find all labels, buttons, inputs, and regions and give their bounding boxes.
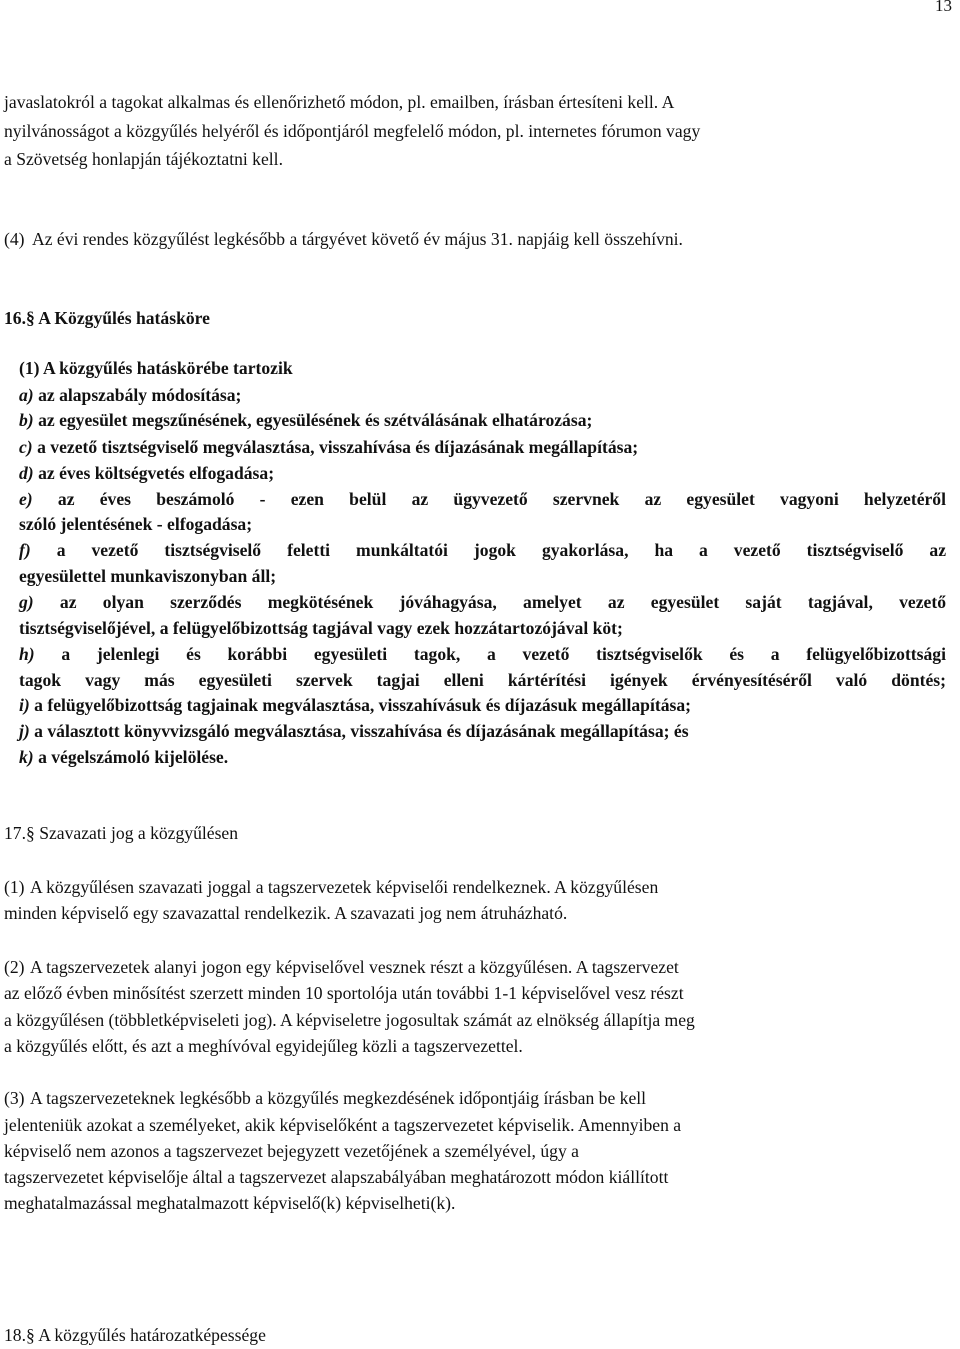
section-sign: § [26, 308, 35, 328]
s17-paragraph-2-cont: a közgyűlésen (többletképviseleti jog). A képviseletre jogosultak számát az elnökség állapítja meg [4, 1010, 695, 1030]
list-item-i [19, 695, 946, 715]
section-16-heading [4, 308, 210, 328]
list-item-e-cont: szóló jelentésének - elfogadása; [19, 514, 253, 534]
s17-paragraph-1-cont: minden képviselő egy szavazattal rendelkezik. A szavazati jog nem átruházható. [4, 903, 568, 923]
list-item-h [19, 644, 946, 664]
item-text: a vezető tisztségviselő feletti munkáltatói jogok gyakorlása, ha a vezető tisztségviselő az [56, 540, 947, 560]
paragraph-text: A tagszervezetek alanyi jogon egy képviselővel vesznek részt a közgyűlésen. A tagszervezet [30, 957, 679, 977]
list-item-b [19, 410, 946, 430]
item-label: k) [19, 747, 34, 767]
s17-paragraph-2 [4, 957, 679, 977]
section-number: 17. [4, 823, 26, 843]
paragraph-4 [4, 229, 683, 249]
paragraph-text: A közgyűlésen szavazati joggal a tagszervezetek képviselői rendelkeznek. A közgyűlésen [30, 877, 659, 897]
paragraph-number: (4) [4, 229, 25, 249]
list-item-h-cont: tagok vagy más egyesületi szervek tagjai elleni kártérítési igények érvényesítéséről való döntés; [19, 670, 946, 690]
item-text: az éves költségvetés elfogadása; [38, 463, 275, 483]
item-text: a vezető tisztségviselő megválasztása, visszahívása és díjazásának megállapítása; [37, 437, 639, 457]
intro-line: a Szövetség honlapján tájékoztatni kell. [4, 149, 283, 169]
item-text: a végelszámoló kijelölése. [38, 747, 229, 767]
s17-paragraph-2-cont: az előző évben minősítést szerzett minden 10 sportolója után további 1-1 képviselővel vesz részt [4, 983, 684, 1003]
item-text: az alapszabály módosítása; [38, 385, 242, 405]
section-17-heading [4, 823, 238, 843]
item-label: a) [19, 385, 34, 405]
s17-paragraph-3-cont: meghatalmazással meghatalmazott képviselő(k) képviselheti(k). [4, 1193, 456, 1213]
paragraph-text: Az évi rendes közgyűlést legkésőbb a tárgyévet követő év május 31. napjáig kell összehívni. [32, 229, 683, 249]
item-label: h) [19, 644, 35, 664]
list-item-j [19, 721, 946, 741]
paragraph-text: A tagszervezeteknek legkésőbb a közgyűlés megkezdésének időpontjáig írásban be kell [30, 1088, 647, 1108]
section-title: A Közgyűlés hatásköre [38, 308, 210, 328]
section-sign: § [26, 1325, 35, 1345]
s17-paragraph-3-cont: tagszervezetet képviselője által a tagszervezet alapszabályában meghatározott módon kiállított [4, 1167, 669, 1187]
intro-line: nyilvánosságot a közgyűlés helyéről és időpontjáról megfelelő módon, pl. internetes fórumon vagy [4, 121, 701, 141]
s17-paragraph-3-cont: jelenteniük azokat a személyeket, akik képviselőként a tagszervezetet képviselik. Amennyiben a [4, 1115, 682, 1135]
lead-line: (1) A közgyűlés hatáskörébe tartozik [19, 358, 293, 378]
item-label: j) [19, 721, 30, 741]
s17-paragraph-1 [4, 877, 658, 897]
list-item-f [19, 540, 946, 560]
list-item-e [19, 489, 946, 509]
item-label: g) [19, 592, 34, 612]
list-item-f-cont: egyesülettel munkaviszonyban áll; [19, 566, 277, 586]
item-text: az olyan szerződés megkötésének jóváhagyása, amelyet az egyesület saját tagjával, vezető [59, 592, 946, 612]
list-item-g [19, 592, 946, 612]
item-label: f) [19, 540, 31, 560]
list-item-g-cont: tisztségviselőjével, a felügyelőbizottság tagjával vagy ezek hozzátartozójával köt; [19, 618, 623, 638]
s17-paragraph-2-cont: a közgyűlés előtt, és azt a meghívóval egyidejűleg közli a tagszervezettel. [4, 1036, 523, 1056]
item-label: i) [19, 695, 30, 715]
section-18-heading [4, 1325, 266, 1345]
paragraph-number: (2) [4, 957, 25, 977]
item-text: a jelenlegi és korábbi egyesületi tagok, a vezető tisztségviselők és a felügyelőbizottsági [61, 644, 946, 664]
section-sign: § [26, 823, 35, 843]
section-number: 18. [4, 1325, 26, 1345]
paragraph-number: (3) [4, 1088, 25, 1108]
paragraph-number: (1) [4, 877, 25, 897]
item-text: az éves beszámoló - ezen belül az ügyvezető szervnek az egyesület vagyoni helyzetéről [57, 489, 946, 509]
item-text: az egyesület megszűnésének, egyesülésének és szétválásának elhatározása; [38, 410, 593, 430]
intro-line: javaslatokról a tagokat alkalmas és ellenőrizhető módon, pl. emailben, írásban értesíteni kell. A [4, 92, 675, 112]
item-label: c) [19, 437, 33, 457]
item-label: d) [19, 463, 34, 483]
item-label: b) [19, 410, 34, 430]
list-item-k [19, 747, 946, 767]
page-number: 13 [935, 0, 952, 15]
list-item-c [19, 437, 946, 457]
list-item-d [19, 463, 946, 483]
item-text: a felügyelőbizottság tagjainak megválasztása, visszahívásuk és díjazásuk megállapítása; [34, 695, 692, 715]
list-item-a [19, 385, 946, 405]
s17-paragraph-3 [4, 1088, 646, 1108]
s17-paragraph-3-cont: képviselő nem azonos a tagszervezet bejegyzett vezetőjének a személyével, úgy a [4, 1141, 579, 1161]
section-number: 16. [4, 308, 26, 328]
item-label: e) [19, 489, 33, 509]
item-text: a választott könyvvizsgáló megválasztása, visszahívása és díjazásának megállapítása; és [34, 721, 689, 741]
section-title: A közgyűlés határozatképessége [38, 1325, 266, 1345]
section-title: Szavazati jog a közgyűlésen [39, 823, 239, 843]
